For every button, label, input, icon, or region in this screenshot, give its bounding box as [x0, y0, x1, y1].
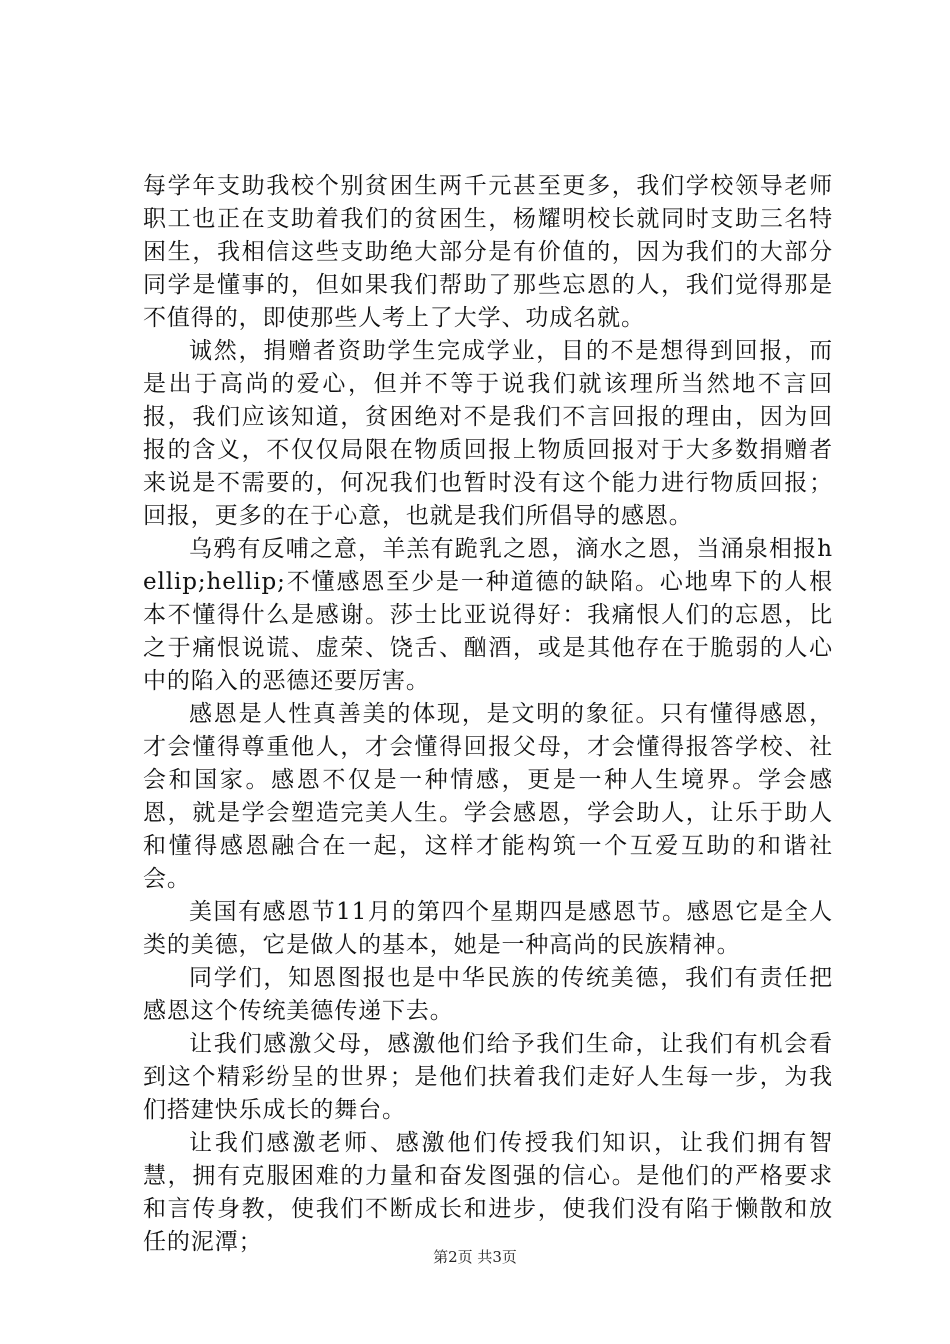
- paragraph-1: 每学年支助我校个别贫困生两千元甚至更多，我们学校领导老师职工也正在支助着我们的贫困生，杨耀明校长就同时支助三名特困生，我相信这些支助绝大部分是有价值的，因为我们的大部分同学是懂事的，但如果我们帮助了那些忘恩的人，我们觉得那是不值得的，即使那些人考上了大学、功成名就。: [143, 173, 833, 331]
- paragraph-6: 同学们，知恩图报也是中华民族的传统美德，我们有责任把感恩这个传统美德传递下去。: [143, 965, 833, 1024]
- paragraph-5: 美国有感恩节11月的第四个星期四是感恩节。感恩它是全人类的美德，它是做人的基本，她是一种高尚的民族精神。: [143, 899, 833, 958]
- paragraph-7: 让我们感激父母，感激他们给予我们生命，让我们有机会看到这个精彩纷呈的世界；是他们扶着我们走好人生每一步，为我们搭建快乐成长的舞台。: [143, 1031, 833, 1123]
- paragraph-4: 感恩是人性真善美的体现，是文明的象征。只有懂得感恩，才会懂得尊重他人，才会懂得回报父母，才会懂得报答学校、社会和国家。感恩不仅是一种情感，更是一种人生境界。学会感恩，就是学会塑造完美人生。学会感恩，学会助人，让乐于助人和懂得感恩融合在一起，这样才能构筑一个互爱互助的和谐社会。: [143, 701, 833, 892]
- paragraph-3: 乌鸦有反哺之意，羊羔有跪乳之恩，滴水之恩，当涌泉相报hellip;hellip;不懂感恩至少是一种道德的缺陷。心地卑下的人根本不懂得什么是感谢。莎士比亚说得好：我痛恨人们的忘恩，比之于痛恨说谎、虚荣、饶舌、酗酒，或是其他存在于脆弱的人心中的陷入的恶德还要厉害。: [143, 536, 833, 694]
- paragraph-2: 诚然，捐赠者资助学生完成学业，目的不是想得到回报，而是出于高尚的爱心，但并不等于说我们就该理所当然地不言回报，我们应该知道，贫困绝对不是我们不言回报的理由，因为回报的含义，不仅仅局限在物质回报上物质回报对于大多数捐赠者来说是不需要的，何况我们也暂时没有这个能力进行物质回报；回报，更多的在于心意，也就是我们所倡导的感恩。: [143, 338, 833, 529]
- document-body: [143, 170, 833, 1259]
- page-number-footer: 第2页 共3页: [433, 1248, 517, 1266]
- paragraph-8: 让我们感激老师、感激他们传授我们知识，让我们拥有智慧，拥有克服困难的力量和奋发图强的信心。是他们的严格要求和言传身教，使我们不断成长和进步，使我们没有陷于懒散和放任的泥潭；: [143, 1130, 833, 1255]
